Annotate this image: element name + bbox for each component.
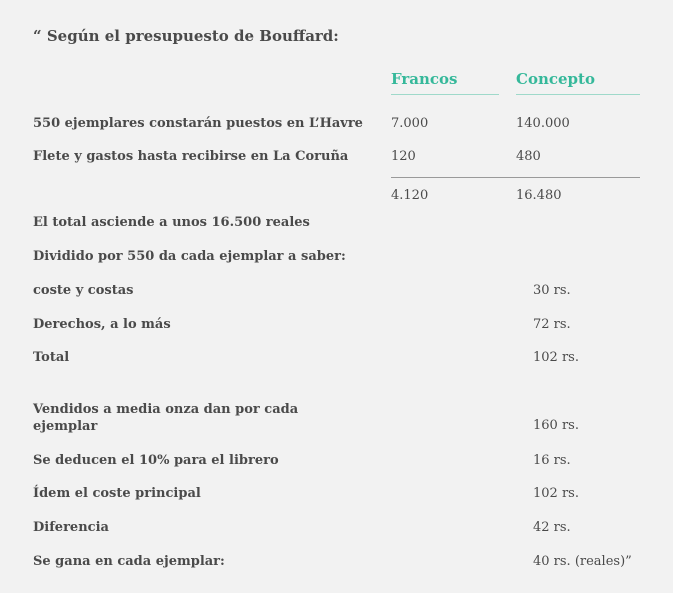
- sales-label: Ídem el coste principal: [33, 486, 201, 501]
- row-label: 550 ejemplares constarán puestos en L’Havre: [33, 116, 363, 131]
- header-francos: Francos: [391, 70, 499, 95]
- francos-total: 4.120: [391, 188, 429, 203]
- sales-value: 16 rs.: [533, 453, 571, 468]
- sales-label: Se gana en cada ejemplar:: [33, 554, 225, 569]
- statement-text: Dividido por 550 da cada ejemplar a saber:: [33, 249, 346, 264]
- cost-value: 30 rs.: [533, 283, 571, 298]
- sales-value: 42 rs.: [533, 520, 571, 535]
- cost-label: Total: [33, 350, 70, 365]
- row-label: Flete y gastos hasta recibirse en La Coruña: [33, 149, 349, 164]
- sales-label: Diferencia: [33, 520, 109, 535]
- quote-title: “ Según el presupuesto de Bouffard:: [33, 27, 339, 45]
- concepto-value: 140.000: [516, 116, 570, 131]
- concepto-total: 16.480: [516, 188, 562, 203]
- sales-value: 160 rs.: [533, 418, 579, 433]
- cost-label: Derechos, a lo más: [33, 317, 171, 332]
- sum-divider: [391, 177, 640, 178]
- sales-label: Se deducen el 10% para el librero: [33, 453, 279, 468]
- sales-label: Vendidos a media onza dan por cada ejemplar: [33, 402, 299, 434]
- concepto-value: 480: [516, 149, 541, 164]
- header-concepto: Concepto: [516, 70, 640, 95]
- francos-value: 120: [391, 149, 416, 164]
- sales-value: 102 rs.: [533, 486, 579, 501]
- sales-value: 40 rs. (reales)”: [533, 554, 632, 569]
- cost-value: 102 rs.: [533, 350, 579, 365]
- statement-text: El total asciende a unos 16.500 reales: [33, 215, 310, 230]
- cost-label: coste y costas: [33, 283, 134, 298]
- cost-value: 72 rs.: [533, 317, 571, 332]
- francos-value: 7.000: [391, 116, 429, 131]
